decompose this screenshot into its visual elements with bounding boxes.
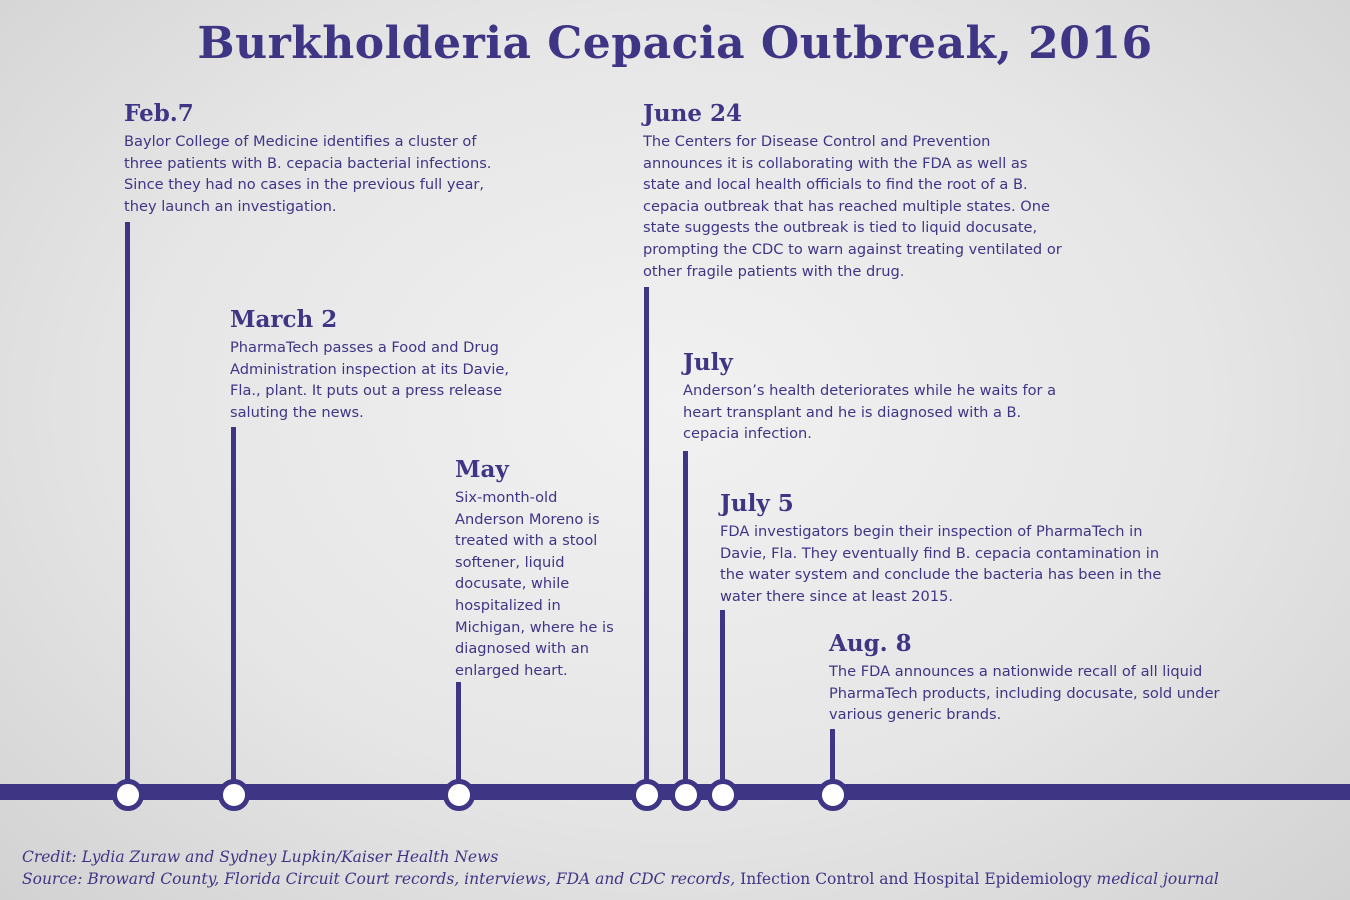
- timeline-stem-march-2: [231, 427, 236, 788]
- credit-block: [22, 846, 1219, 890]
- event-date: July: [683, 349, 733, 376]
- timeline-marker-feb-7: [112, 779, 144, 811]
- credit-line: Credit: Lydia Zuraw and Sydney Lupkin/Kaiser Health News: [22, 848, 499, 866]
- event-date: July 5: [720, 490, 794, 517]
- timeline-stem-july-5: [720, 610, 725, 788]
- event-date: Aug. 8: [829, 630, 912, 657]
- event-date: Feb.7: [124, 100, 194, 127]
- timeline-marker-may: [443, 779, 475, 811]
- event-description: FDA investigators begin their inspection of PharmaTech in Davie, Fla. They eventually find B. cepacia contamination in the water system and conclude the bacteria has been in the water there since at least 2015.: [720, 523, 1162, 605]
- event-description: Anderson’s health deteriorates while he waits for a heart transplant and he is diagnosed with a B. cepacia infection.: [683, 382, 1057, 443]
- timeline-stem-feb-7: [125, 222, 130, 788]
- event-date: March 2: [230, 306, 338, 333]
- timeline-marker-june-24: [631, 779, 663, 811]
- event-july: [683, 349, 1073, 445]
- timeline-stem-june-24: [644, 287, 649, 788]
- event-march-2: [230, 306, 530, 423]
- event-feb-7: [124, 100, 504, 217]
- event-description: The FDA announces a nationwide recall of all liquid PharmaTech products, including docusate, sold under various generic brands.: [829, 663, 1220, 724]
- event-description: Six-month-old Anderson Moreno is treated with a stool softener, liquid docusate, while hospitalized in Michigan, where he is diagnosed with an enlarged heart.: [455, 489, 614, 679]
- timeline-marker-july-5: [707, 779, 739, 811]
- event-description: PharmaTech passes a Food and Drug Administration inspection at its Davie, Fla., plant. It puts out a press release saluting the news.: [230, 339, 510, 421]
- source-suffix: medical journal: [1091, 870, 1219, 888]
- event-description: The Centers for Disease Control and Prevention announces it is collaborating with the FDA as well as state and local health officials to find the root of a B. cepacia outbreak that has reached multiple states. One state suggests the outbreak is tied to liquid docusate, prompting the CDC to warn against treating ventilated or other fragile patients with the drug.: [643, 133, 1062, 280]
- event-may: [455, 456, 623, 681]
- timeline-marker-july: [670, 779, 702, 811]
- source-text: Source: Broward County, Florida Circuit Court records, interviews, FDA and CDC records,: [22, 870, 736, 888]
- event-june-24: [643, 100, 1063, 282]
- journal-name: Infection Control and Hospital Epidemiology: [735, 870, 1092, 888]
- event-july-5: [720, 490, 1180, 607]
- event-description: Baylor College of Medicine identifies a cluster of three patients with B. cepacia bacterial infections. Since they had no cases in the previous full year, they launch an investigation.: [124, 133, 492, 215]
- event-aug-8: [829, 630, 1249, 726]
- page-title: Burkholderia Cepacia Outbreak, 2016: [197, 18, 1153, 69]
- event-date: May: [455, 456, 509, 483]
- source-line: [22, 868, 1219, 890]
- timeline-stem-may: [456, 682, 461, 788]
- timeline-stem-july: [683, 451, 688, 788]
- timeline-marker-march-2: [218, 779, 250, 811]
- event-date: June 24: [643, 100, 742, 127]
- timeline-marker-aug-8: [817, 779, 849, 811]
